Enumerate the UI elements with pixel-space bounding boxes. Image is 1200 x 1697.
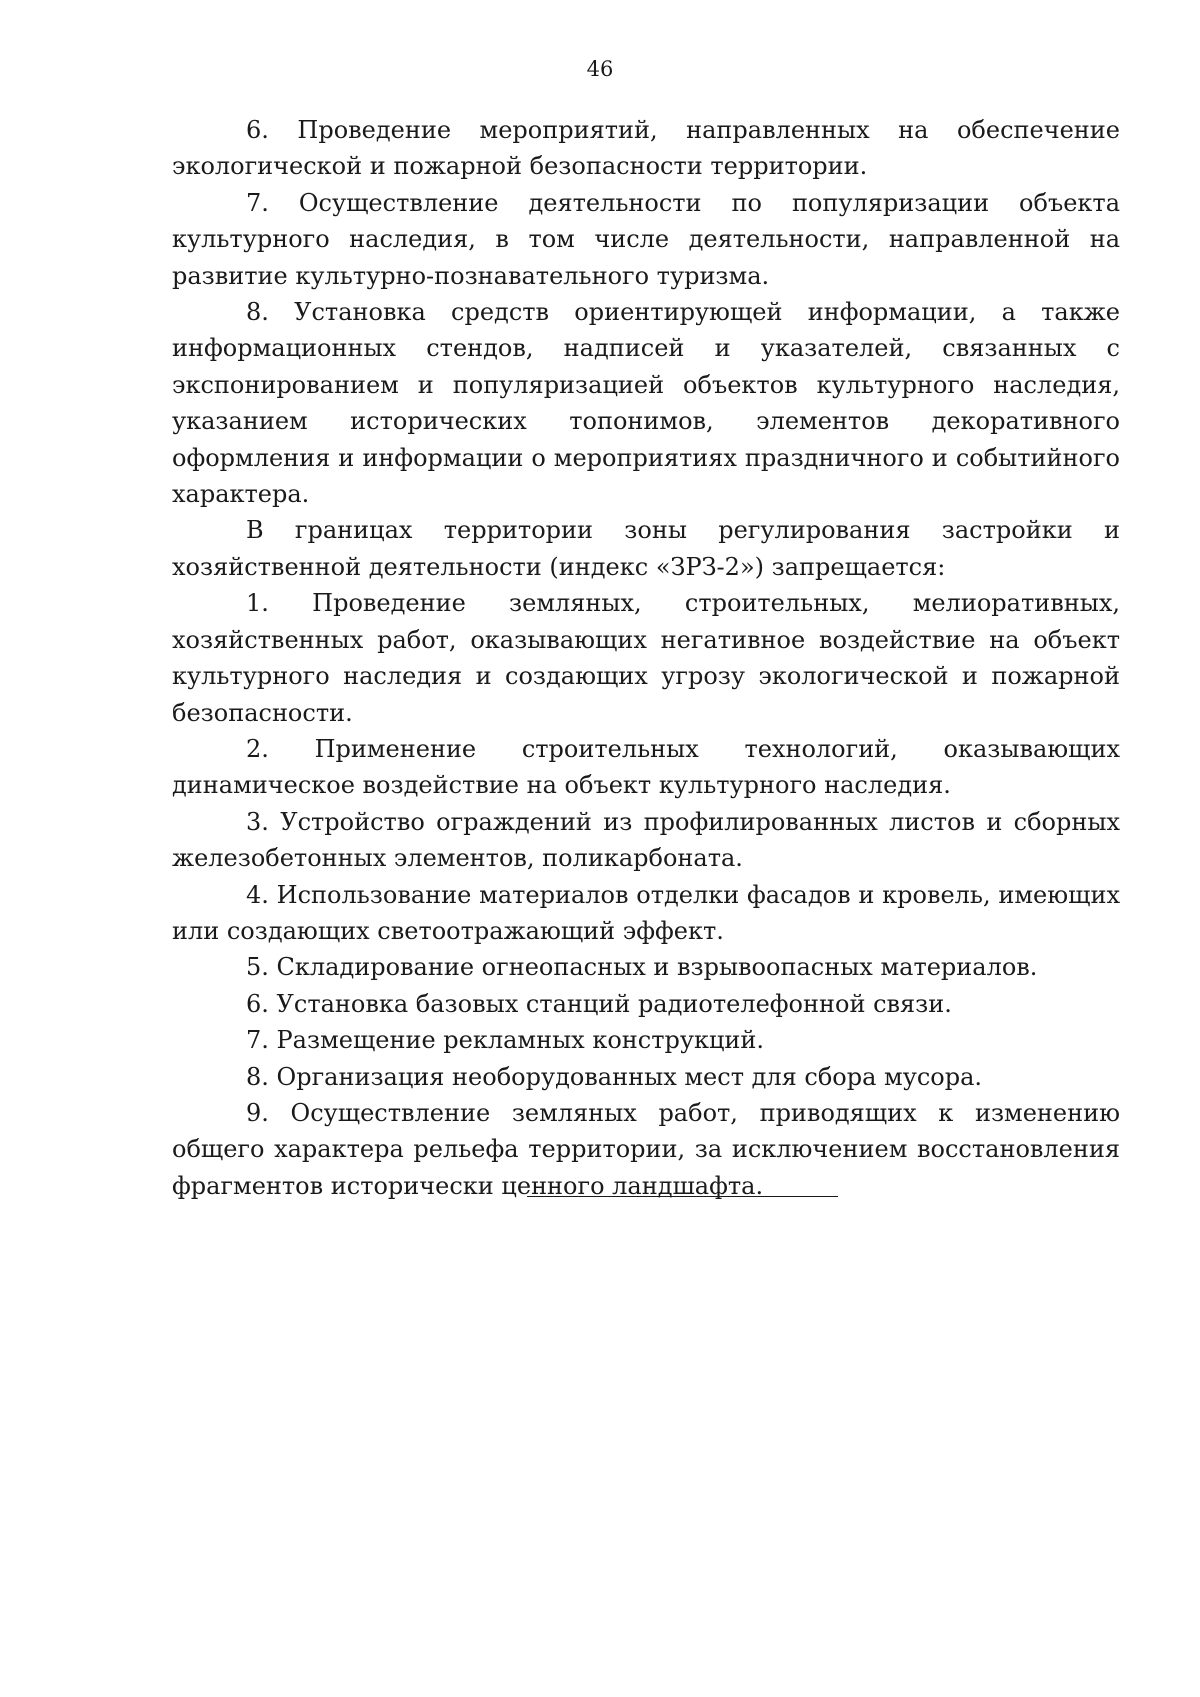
- paragraph-zone-prohibitions-intro: В границах территории зоны регулирования застройки и хозяйственной деятельности (индекс «ЗРЗ-2») запрещается:: [172, 516, 1120, 581]
- paragraph-prohibition-3: 3. Устройство ограждений из профилированных листов и сборных железобетонных элементов, поликарбоната.: [172, 807, 1120, 873]
- paragraph-prohibition-8: 8. Организация необорудованных мест для сбора мусора.: [246, 1062, 983, 1091]
- paragraph-prohibition-6: 6. Установка базовых станций радиотелефонной связи.: [246, 989, 952, 1018]
- page-number: 46: [586, 57, 614, 81]
- paragraph-item-7-popularization: 7. Осуществление деятельности по популяризации объекта культурного наследия, в том числе деятельности, направленной на развитие культурно-познавательного туризма.: [172, 188, 1120, 290]
- paragraph-item-8-signage: 8. Установка средств ориентирующей информации, а также информационных стендов, надписей и указателей, связанных с экспонированием и популяризацией объектов культурного наследия, указанием исторических топонимов, элементов декоративного оформления и информации о мероприятиях праздничного и событийного характера.: [172, 298, 1120, 509]
- document-body: [172, 112, 1120, 1204]
- end-of-text-divider: [527, 1196, 838, 1197]
- paragraph-prohibition-7: 7. Размещение рекламных конструкций.: [246, 1026, 765, 1055]
- paragraph-prohibition-4: 4. Использование материалов отделки фасадов и кровель, имеющих или создающих светоотражающий эффект.: [172, 880, 1120, 945]
- paragraph-prohibition-5: 5. Складирование огнеопасных и взрывоопасных материалов.: [246, 953, 1038, 982]
- paragraph-item-6-measures: 6. Проведение мероприятий, направленных на обеспечение экологической и пожарной безопасности территории.: [172, 116, 1120, 181]
- paragraph-prohibition-2: 2. Применение строительных технологий, оказывающих динамическое воздействие на объект культурного наследия.: [172, 734, 1120, 800]
- paragraph-prohibition-1: 1. Проведение земляных, строительных, мелиоративных, хозяйственных работ, оказывающих негативное воздействие на объект культурного наследия и создающих угрозу экологической и пожарной безопасности.: [172, 589, 1120, 727]
- paragraph-prohibition-9: 9. Осуществление земляных работ, приводящих к изменению общего характера рельефа территории, за исключением восстановления фрагментов исторически ценного ландшафта.: [172, 1098, 1120, 1200]
